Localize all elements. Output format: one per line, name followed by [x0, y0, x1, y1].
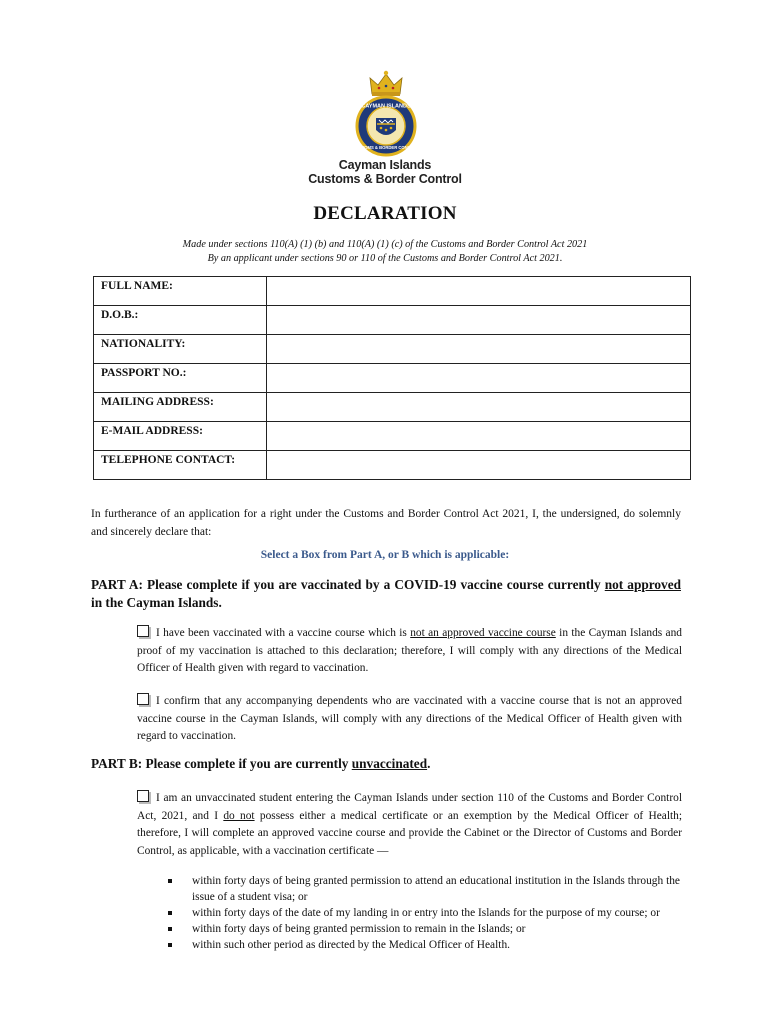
passport-input[interactable] — [267, 364, 691, 393]
part-a-heading — [91, 576, 681, 612]
dob-input[interactable] — [267, 306, 691, 335]
field-row-mailing-address — [94, 393, 691, 422]
field-row-email — [94, 422, 691, 451]
part-b-option-1 — [137, 790, 682, 860]
vaccination-deadline-list — [168, 873, 680, 953]
part-a-heading-text: PART A: Please complete if you are vaccinated by a COVID-19 vaccine course currently — [91, 577, 605, 592]
list-item-text: within forty days of being granted permission to attend an educational institution in the Islands through the issue of a student visa; or — [192, 875, 680, 903]
part-b-heading — [91, 755, 681, 773]
part-a-heading-underline: not approved — [604, 577, 681, 592]
option-text-underline: not an approved vaccine course — [410, 627, 556, 639]
mailing-address-input[interactable] — [267, 393, 691, 422]
list-item — [168, 905, 680, 921]
list-item-text: within forty days of the date of my landing in or entry into the Islands for the purpose of my course; or — [192, 907, 660, 919]
field-label: E-MAIL ADDRESS: — [94, 422, 267, 451]
full-name-input[interactable] — [267, 277, 691, 306]
bullet-icon — [168, 927, 172, 931]
bullet-icon — [168, 943, 172, 947]
page-title: DECLARATION — [313, 203, 457, 224]
subtitle-sections: Made under sections 110(A) (1) (b) and 110(A) (1) (c) of the Customs and Border Control Act 2021 — [182, 239, 588, 250]
bullet-icon — [168, 879, 172, 883]
option-text: I have been vaccinated with a vaccine course which is — [156, 627, 411, 639]
list-item-text: within such other period as directed by the Medical Officer of Health. — [192, 939, 510, 951]
select-instruction: Select a Box from Part A, or B which is applicable: — [260, 549, 510, 561]
field-row-nationality — [94, 335, 691, 364]
telephone-input[interactable] — [267, 451, 691, 480]
list-item-text: within forty days of being granted permission to remain in the Islands; or — [192, 923, 526, 935]
seal-text-top: CAYMAN ISLANDS — [361, 103, 411, 110]
part-a-option-2 — [137, 693, 682, 746]
field-row-passport — [94, 364, 691, 393]
field-row-dob — [94, 306, 691, 335]
list-item — [168, 873, 680, 905]
seal-text-bottom: CUSTOMS & BORDER CONTROL — [352, 145, 420, 150]
part-b-heading-underline: unvaccinated — [351, 756, 428, 771]
subtitle-applicant: By an applicant under sections 90 or 110 of the Customs and Border Control Act 2021. — [207, 253, 563, 264]
list-item — [168, 937, 680, 953]
list-item — [168, 921, 680, 937]
option-text: I am an unvaccinated student entering the Cayman Islands under section 110 of the Customs and Border Control Act, 2021, and I — [137, 792, 682, 822]
part-a-heading-end: in the Cayman Islands. — [91, 595, 222, 610]
bullet-icon — [168, 911, 172, 915]
part-a-option-2-checkbox[interactable] — [137, 693, 149, 705]
field-label: MAILING ADDRESS: — [94, 393, 267, 422]
field-label: FULL NAME: — [94, 277, 267, 306]
field-label: NATIONALITY: — [94, 335, 267, 364]
field-label: PASSPORT NO.: — [94, 364, 267, 393]
part-a-option-1-checkbox[interactable] — [137, 625, 149, 637]
field-label: D.O.B.: — [94, 306, 267, 335]
part-b-heading-text: PART B: Please complete if you are currently — [91, 756, 352, 771]
nationality-input[interactable] — [267, 335, 691, 364]
org-name-line2: Customs & Border Control — [308, 172, 462, 186]
option-text-end: in the Cayman Islands and proof of my vaccination is attached to this declaration; therefore, I will comply with any directions of the Medical Officer of Health given with regard to vaccination. — [137, 627, 682, 674]
part-b-heading-end: . — [427, 756, 431, 771]
org-name-line1: Cayman Islands — [338, 158, 432, 172]
seal-icon — [353, 97, 420, 155]
option-text-underline: do not — [223, 809, 255, 822]
email-input[interactable] — [267, 422, 691, 451]
option-text: I confirm that any accompanying dependents who are vaccinated with a vaccine course that is not an approved vaccine course in the Cayman Islands, will comply with any directions of the Medical Officer of Health given with regard to vaccination. — [137, 695, 682, 742]
crown-icon — [370, 71, 402, 96]
field-row-telephone — [94, 451, 691, 480]
field-label: TELEPHONE CONTACT: — [94, 451, 267, 480]
option-text-end: possess either a medical certificate or an exemption by the Medical Officer of Health; therefore, I will complete an approved vaccine course and provide the Cabinet or the Director of Customs and Border Control, as applicable, with a vaccination certificate — — [137, 809, 683, 857]
part-b-option-1-checkbox[interactable] — [137, 790, 149, 802]
field-row-full-name — [94, 277, 691, 306]
intro-paragraph: In furtherance of an application for a right under the Customs and Border Control Act 2021, I, the undersigned, do solemnly and sincerely declare that: — [91, 508, 681, 538]
part-a-option-1 — [137, 625, 682, 678]
applicant-info-table — [93, 276, 691, 480]
